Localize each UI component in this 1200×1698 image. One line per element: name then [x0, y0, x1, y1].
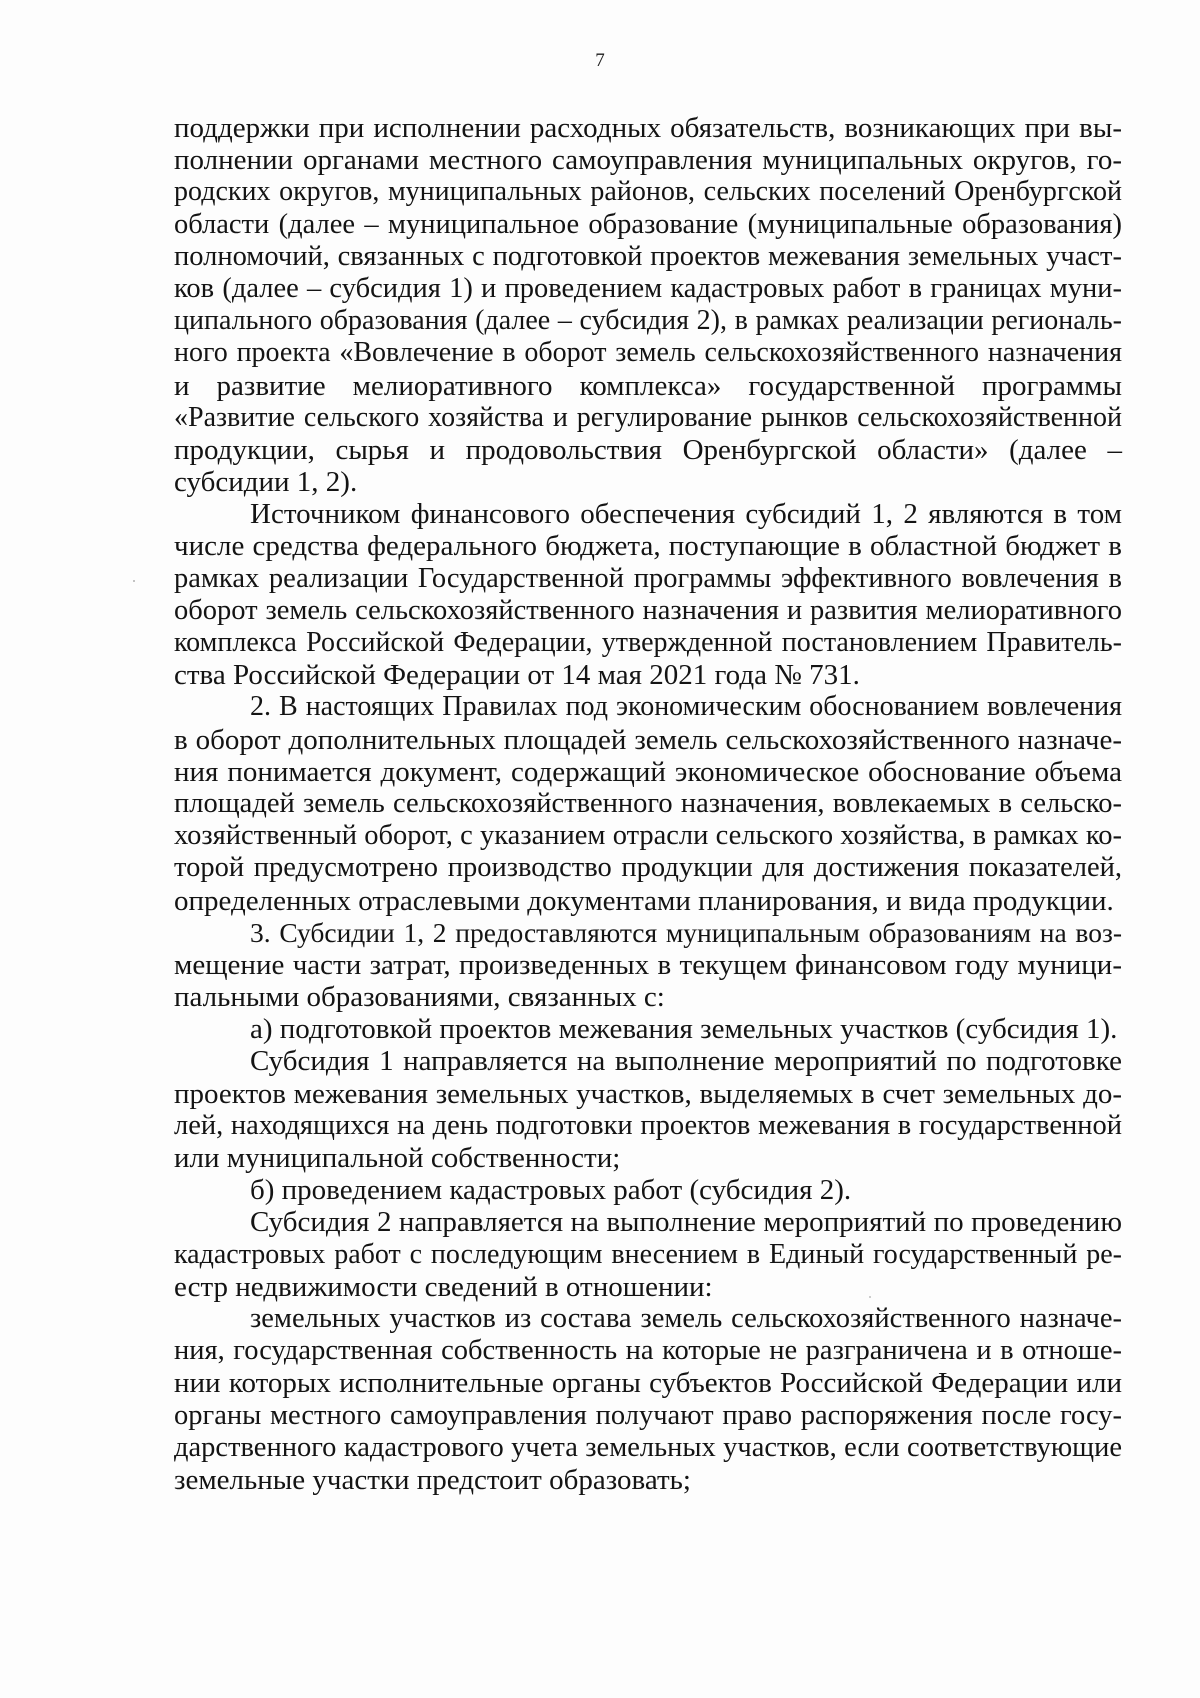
text-line: земельные участки предстоит образовать;	[174, 1463, 691, 1496]
paragraph	[174, 112, 1122, 498]
text-line: Субсидия 1 направляется на выполнение мероприятий по подготовке	[250, 1045, 1122, 1078]
text-line: органы местного самоуправления получают право распоряжения после госу-	[174, 1399, 1122, 1431]
text-line: родских округов, муниципальных районов, сельских поселений Оренбургской	[174, 176, 1122, 208]
scan-speck	[133, 580, 135, 582]
text-line: Источником финансового обеспечения субсидий 1, 2 являются в том	[250, 498, 1122, 531]
text-line: проектов межевания земельных участков, выделяемых в счет земельных до-	[174, 1077, 1122, 1110]
paragraph	[174, 1045, 1122, 1174]
paragraph	[174, 917, 1122, 1014]
paragraph	[174, 1174, 1122, 1206]
text-line: мещение части затрат, произведенных в текущем финансовом году муници-	[174, 948, 1122, 981]
text-line: дарственного кадастрового учета земельных участков, если соответствующие	[174, 1431, 1122, 1463]
text-line: кадастровых работ с последующим внесением в Единый государственный ре-	[174, 1238, 1122, 1270]
text-line: ного проекта «Вовлечение в оборот земель сельскохозяйственного назначения	[174, 337, 1122, 369]
text-line: нии которых исполнительные органы субъектов Российской Федерации или	[174, 1367, 1122, 1400]
text-line: поддержки при исполнении расходных обязательств, возникающих при вы-	[174, 112, 1122, 144]
paragraph	[174, 1206, 1122, 1303]
text-line: лей, находящихся на день подготовки проектов межевания в государственной	[174, 1109, 1122, 1141]
text-line: рамках реализации Государственной программы эффективного вовлечения в	[174, 562, 1122, 594]
text-line: в оборот дополнительных площадей земель сельскохозяйственного назначе-	[174, 723, 1122, 756]
text-line: земельных участков из состава земель сельскохозяйственного назначе-	[250, 1302, 1122, 1334]
page-number: 7	[595, 50, 605, 71]
text-line: продукции, сырья и продовольствия Оренбургской области» (далее –	[174, 433, 1122, 466]
text-line: естр недвижимости сведений в отношении:	[174, 1270, 713, 1303]
text-line: числе средства федерального бюджета, поступающие в областной бюджет в	[174, 530, 1122, 563]
paragraph	[174, 1303, 1122, 1496]
paragraph	[174, 1013, 1122, 1045]
text-line: ципального образования (далее – субсидия 2), в рамках реализации региональ-	[174, 305, 1122, 337]
text-line: определенных отраслевыми документами планирования, и вида продукции.	[174, 884, 1114, 917]
text-line: субсидии 1, 2).	[174, 466, 358, 499]
paragraph	[174, 498, 1122, 691]
text-line: ния понимается документ, содержащий экономическое обоснование объема	[174, 755, 1122, 788]
text-line: области (далее – муниципальное образование (муниципальные образования)	[174, 208, 1122, 240]
text-line: ния, государственная собственность на которые не разграничена и в отноше-	[174, 1335, 1122, 1367]
text-line: оборот земель сельскохозяйственного назначения и развития мелиоративного	[174, 594, 1122, 626]
text-line: Субсидия 2 направляется на выполнение мероприятий по проведению	[250, 1206, 1122, 1239]
text-line: «Развитие сельского хозяйства и регулирование рынков сельскохозяйственной	[174, 401, 1122, 433]
text-line: полномочий, связанных с подготовкой проектов межевания земельных участ-	[174, 240, 1122, 272]
text-line: или муниципальной собственности;	[174, 1142, 621, 1174]
text-line: площадей земель сельскохозяйственного назначения, вовлекаемых в сельско-	[174, 787, 1122, 819]
text-line: а) подготовкой проектов межевания земельных участков (субсидия 1).	[250, 1013, 1118, 1046]
text-line: ков (далее – субсидия 1) и проведением кадастровых работ в границах муни-	[174, 272, 1122, 304]
text-line: полнении органами местного самоуправления муниципальных округов, го-	[174, 144, 1122, 177]
text-line: 2. В настоящих Правилах под экономическим обоснованием вовлечения	[250, 691, 1122, 723]
text-line: ства Российской Федерации от 14 мая 2021 года № 731.	[174, 659, 860, 692]
text-line: торой предусмотрено производство продукции для достижения показателей,	[174, 852, 1122, 884]
text-line: б) проведением кадастровых работ (субсидия 2).	[250, 1174, 852, 1207]
text-line: и развитие мелиоративного комплекса» государственной программы	[174, 369, 1122, 402]
text-line: пальными образованиями, связанных с:	[174, 981, 665, 1014]
document-body	[174, 112, 1122, 1496]
text-line: 3. Субсидии 1, 2 предоставляются муниципальным образованиям на воз-	[250, 916, 1122, 948]
paragraph	[174, 691, 1122, 916]
text-line: хозяйственный оборот, с указанием отрасли сельского хозяйства, в рамках ко-	[174, 820, 1122, 852]
text-line: комплекса Российской Федерации, утвержденной постановлением Правитель-	[174, 627, 1122, 658]
